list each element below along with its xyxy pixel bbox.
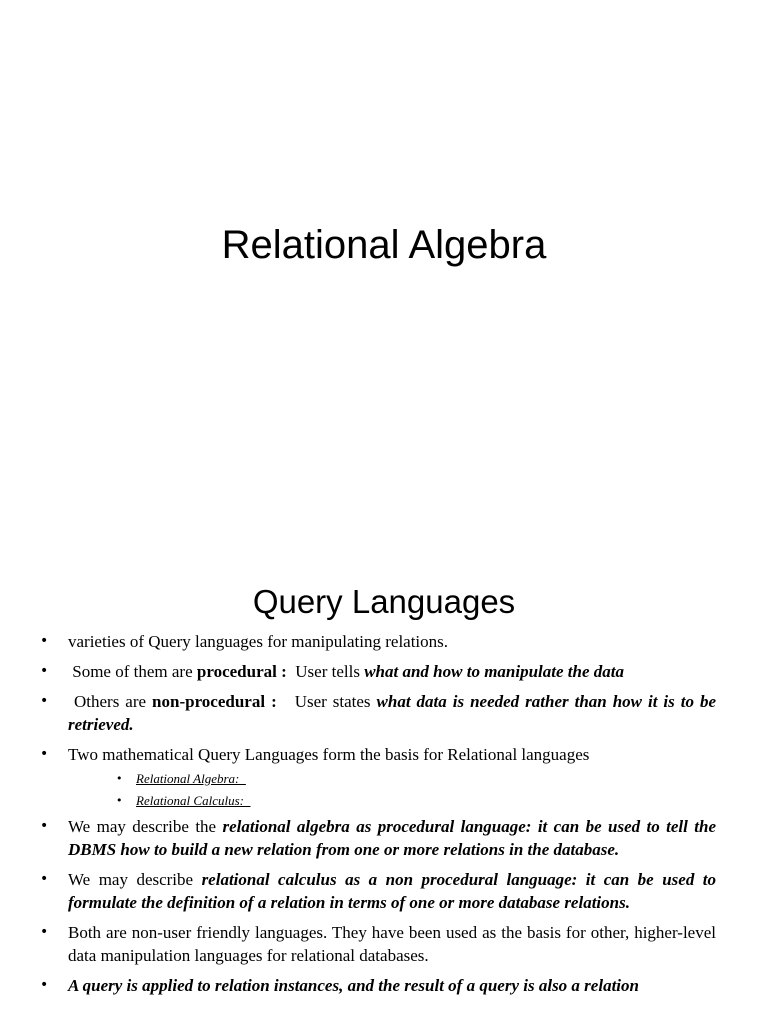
item-text: Others are <box>68 692 153 711</box>
list-item <box>0 660 768 683</box>
sub-item-label: Relational Calculus: <box>136 793 251 808</box>
list-item <box>0 630 768 653</box>
bullet-icon: • <box>40 746 49 762</box>
slide-heading: Query Languages <box>252 583 516 620</box>
slide-title: Relational Algebra <box>221 223 547 267</box>
item-emphasis: what and how to manipulate the data <box>364 662 624 681</box>
item-term: procedural : <box>196 662 287 681</box>
item-term: non-procedural : <box>152 692 277 711</box>
list-item <box>0 974 768 997</box>
item-emphasis: relational algebra as procedural language: it can be used to tell the DBMS how to build a new relation from one or more relations in the database. <box>68 817 716 859</box>
item-text: Both are non-user friendly languages. They have been used as the basis for other, higher-level data manipulation languages for relational databases. <box>68 923 716 965</box>
bullet-icon: • <box>40 633 49 649</box>
list-item <box>0 815 768 861</box>
bullet-icon: • <box>40 818 49 834</box>
item-emphasis: relational calculus as a non procedural language: it can be used to formulate the definition of a relation in terms of one or more database relations. <box>68 870 717 912</box>
item-emphasis: A query is applied to relation instances, and the result of a query is also a relation <box>68 976 639 995</box>
item-text: We may describe <box>68 870 202 889</box>
bullet-icon: • <box>40 924 49 940</box>
item-text: Two mathematical Query Languages form the basis for Relational languages <box>68 745 590 764</box>
item-text: varieties of Query languages for manipulating relations. <box>68 632 449 651</box>
bullet-icon: • <box>40 871 49 887</box>
bullet-icon: • <box>40 663 49 679</box>
bullet-icon: • <box>40 977 49 993</box>
item-text: We may describe the <box>68 817 223 836</box>
bullet-icon: • <box>116 772 123 785</box>
bullet-list <box>0 630 768 1004</box>
item-text: User tells <box>286 662 365 681</box>
sub-item-label: Relational Algebra: <box>136 771 246 786</box>
bullet-icon: • <box>40 693 49 709</box>
item-emphasis: what data is needed rather than how it is to be retrieved. <box>68 692 717 734</box>
item-text: Some of them are <box>68 662 197 681</box>
list-item <box>0 921 768 967</box>
list-item <box>0 690 768 736</box>
sub-list-item <box>0 768 768 790</box>
list-item <box>0 868 768 914</box>
sub-list-item <box>0 790 768 812</box>
bullet-icon: • <box>116 794 123 807</box>
list-item <box>0 743 768 766</box>
item-text: User states <box>276 692 377 711</box>
